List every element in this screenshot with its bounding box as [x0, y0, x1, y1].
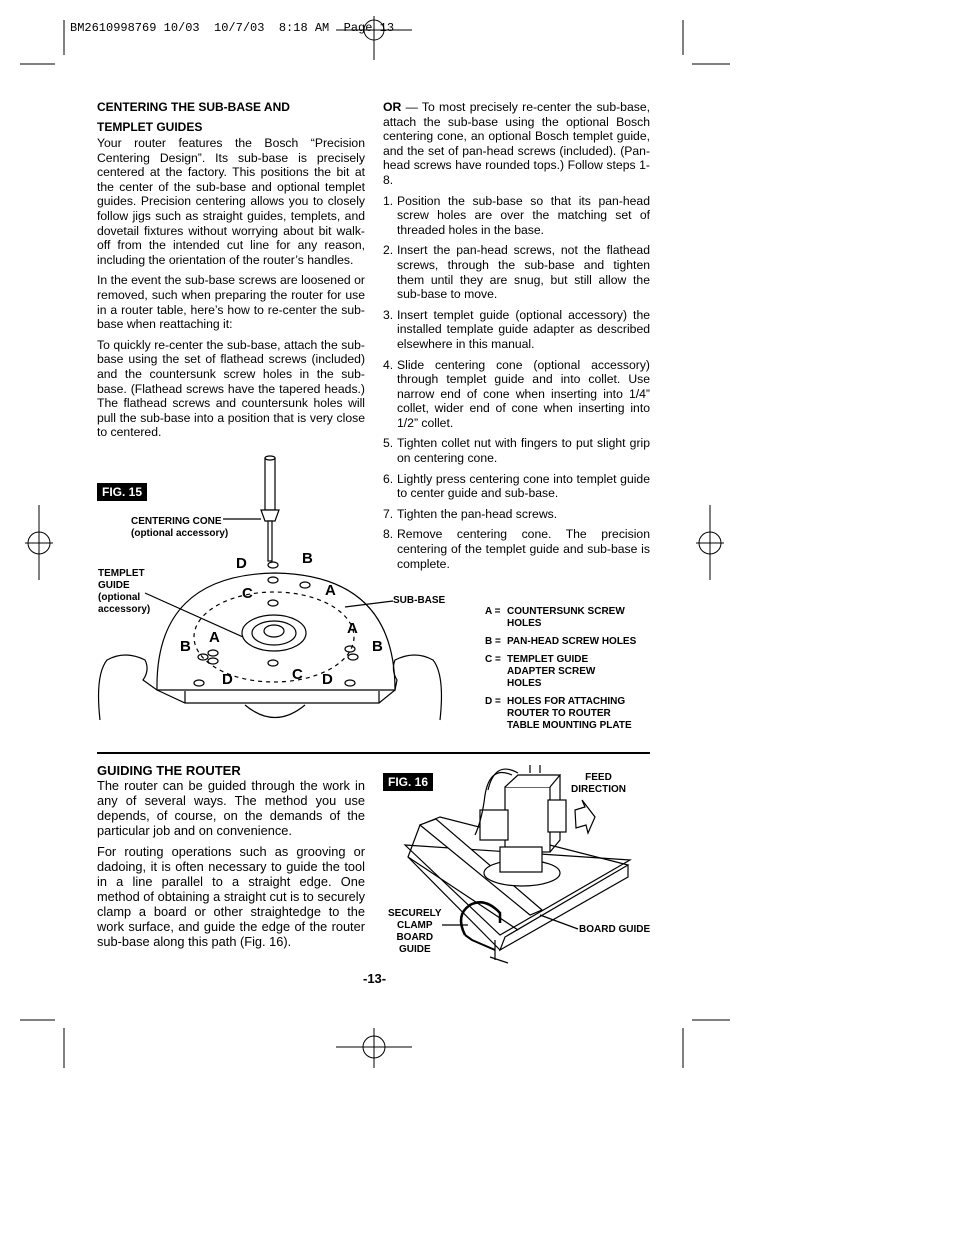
fig16-label-board-guide: BOARD GUIDE [579, 924, 651, 935]
fig15-letter-b: B [180, 638, 191, 655]
fig15-letter-c: C [292, 666, 303, 683]
templet-line4: accessory) [98, 604, 151, 615]
clamp-line4: GUIDE [398, 944, 431, 955]
fig15-letter-d: D [236, 555, 247, 572]
print-slug: BM2610998769 10/03 10/7/03 8:18 AM Page 13 [70, 21, 395, 35]
legend-row [485, 654, 655, 690]
legend-key: B = [485, 636, 501, 647]
step-number: 2. [383, 243, 394, 258]
step-text: Slide centering cone (optional accessory) through templet guide and into collet. Use narrow end of cone when inserting into 1/4” collet, wider end of cone when inserting into 1/2” collet. [397, 357, 650, 430]
feed-line2: DIRECTION [571, 784, 626, 795]
feed-line1: FEED [585, 772, 612, 783]
step-number: 3. [383, 307, 394, 322]
or-text: — To most precisely re-center the sub-base, attach the sub-base using the optional Bosch centering cone, an optional Bosch templet guide, and the set of pan-head screws (included). (Pan-head screws have rounded tops.) Follow steps 1-8. [383, 100, 650, 187]
guiding-section [97, 764, 365, 955]
fig15-tag: FIG. 15 [97, 483, 147, 501]
fig15-letter-b: B [302, 550, 313, 567]
templet-line2: GUIDE [98, 580, 130, 591]
step-text: Tighten collet nut with fingers to put slight grip on centering cone. [397, 436, 650, 466]
legend-key: C = [485, 654, 501, 665]
step-number: 8. [383, 527, 394, 542]
fig15-letter-a: A [209, 629, 220, 646]
fig15-label-centering-cone [131, 516, 228, 540]
or-word: OR [383, 100, 402, 114]
fig15-label-templet-guide [98, 568, 150, 616]
step-number: 5. [383, 436, 394, 451]
or-paragraph [383, 100, 650, 188]
legend-row [485, 636, 655, 648]
legend-value: HOLES FOR ATTACHING ROUTER TO ROUTER TABLE MOUNTING PLATE [507, 696, 632, 731]
fig16-label-clamp [388, 908, 442, 956]
guiding-paragraph-1: The router can be guided through the work in any of several ways. The method you use depends, of course, on the demands of the particular job and on convenience. [97, 778, 365, 838]
centering-cone-line2: (optional accessory) [131, 528, 229, 539]
guiding-heading: GUIDING THE ROUTER [97, 763, 241, 778]
step-item [383, 243, 650, 301]
step-item [383, 194, 650, 238]
fig15-letter-a: A [347, 620, 358, 637]
step-text: Insert templet guide (optional accessory) the installed template guide adapter as described elsewhere in this manual. [397, 307, 650, 351]
fig15-letter-c: C [242, 585, 253, 602]
step-number: 4. [383, 357, 394, 372]
centering-paragraph-3: To quickly re-center the sub-base, attach the sub-base using the set of flathead screws (included) and the countersunk screw holes in the sub-base. (Flathead screws have the tapered heads.) The flathead screws and countersunk holes will pull the sub-base into a position that is very close to centered. [97, 337, 365, 440]
clamp-line1: SECURELY [388, 908, 442, 919]
legend-key: A = [485, 606, 501, 617]
centering-section [97, 100, 365, 446]
step-text: Position the sub-base so that its pan-head screw holes are over the matching set of threaded holes in the base. [397, 193, 650, 237]
step-number: 7. [383, 506, 394, 521]
centering-cone-line1: CENTERING CONE [131, 516, 222, 527]
fig15-letter-a: A [325, 582, 336, 599]
step-item [383, 308, 650, 352]
section-divider [97, 752, 650, 754]
clamp-line2: CLAMP [396, 920, 433, 931]
step-text: Remove centering cone. The precision centering of the templet guide and sub-base is complete. [397, 527, 650, 571]
fig15-letter-b: B [372, 638, 383, 655]
fig15-letter-d: D [322, 671, 333, 688]
fig15-label-sub-base: SUB-BASE [393, 595, 446, 606]
legend-row [485, 696, 655, 732]
step-text: Insert the pan-head screws, not the flathead screws, through the sub-base and tighten them until they are snug, but still allow the sub-base to move. [397, 243, 650, 302]
fig16-tag: FIG. 16 [383, 773, 433, 791]
guiding-paragraph-2: For routing operations such as grooving or dadoing, it is often necessary to guide the tool in a line parallel to a straight edge. One method of obtaining a straight cut is to securely clamp a board or other straightedge to the work surface, and guide the edge of the router sub-base along this path (Fig. 16). [97, 844, 365, 949]
legend-key: D = [485, 696, 501, 707]
centering-paragraph-1: Your router features the Bosch “Precision Centering Design”. Its sub-base is precisely centered at the factory. This positions the bit at the center of the sub-base and optional templet guides. Precision centering allows you to closely follow jigs such as straight guides, templets, and dovetail fixtures without worrying about bit walk-off from the intended cut line for any reason, including the orientation of the router’s handles. [97, 136, 365, 267]
fig16-label-feed-direction [571, 772, 626, 796]
step-number: 1. [383, 193, 394, 208]
page-number: -13- [363, 971, 387, 986]
templet-line1: TEMPLET [98, 568, 145, 579]
clamp-line3: BOARD [396, 932, 434, 943]
centering-paragraph-2: In the event the sub-base screws are loosened or removed, such when preparing the router for use in a router table, here’s how to re-center the sub-base when reattaching it: [97, 273, 365, 332]
step-text: Tighten the pan-head screws. [397, 506, 558, 521]
legend-value: COUNTERSUNK SCREW HOLES [507, 606, 625, 629]
templet-line3: (optional [98, 592, 141, 603]
step-number: 6. [383, 471, 394, 486]
legend-value: TEMPLET GUIDE ADAPTER SCREW HOLES [507, 654, 596, 689]
centering-heading-line2: TEMPLET GUIDES [97, 120, 203, 134]
step-item [383, 358, 650, 431]
centering-heading-line1: CENTERING THE SUB-BASE AND [97, 100, 290, 114]
legend-value: PAN-HEAD SCREW HOLES [507, 636, 637, 647]
fig15-letter-d: D [222, 671, 233, 688]
step-text: Lightly press centering cone into templet guide to center guide and sub-base. [397, 471, 650, 501]
fig15-legend [485, 606, 655, 738]
legend-row [485, 606, 655, 630]
